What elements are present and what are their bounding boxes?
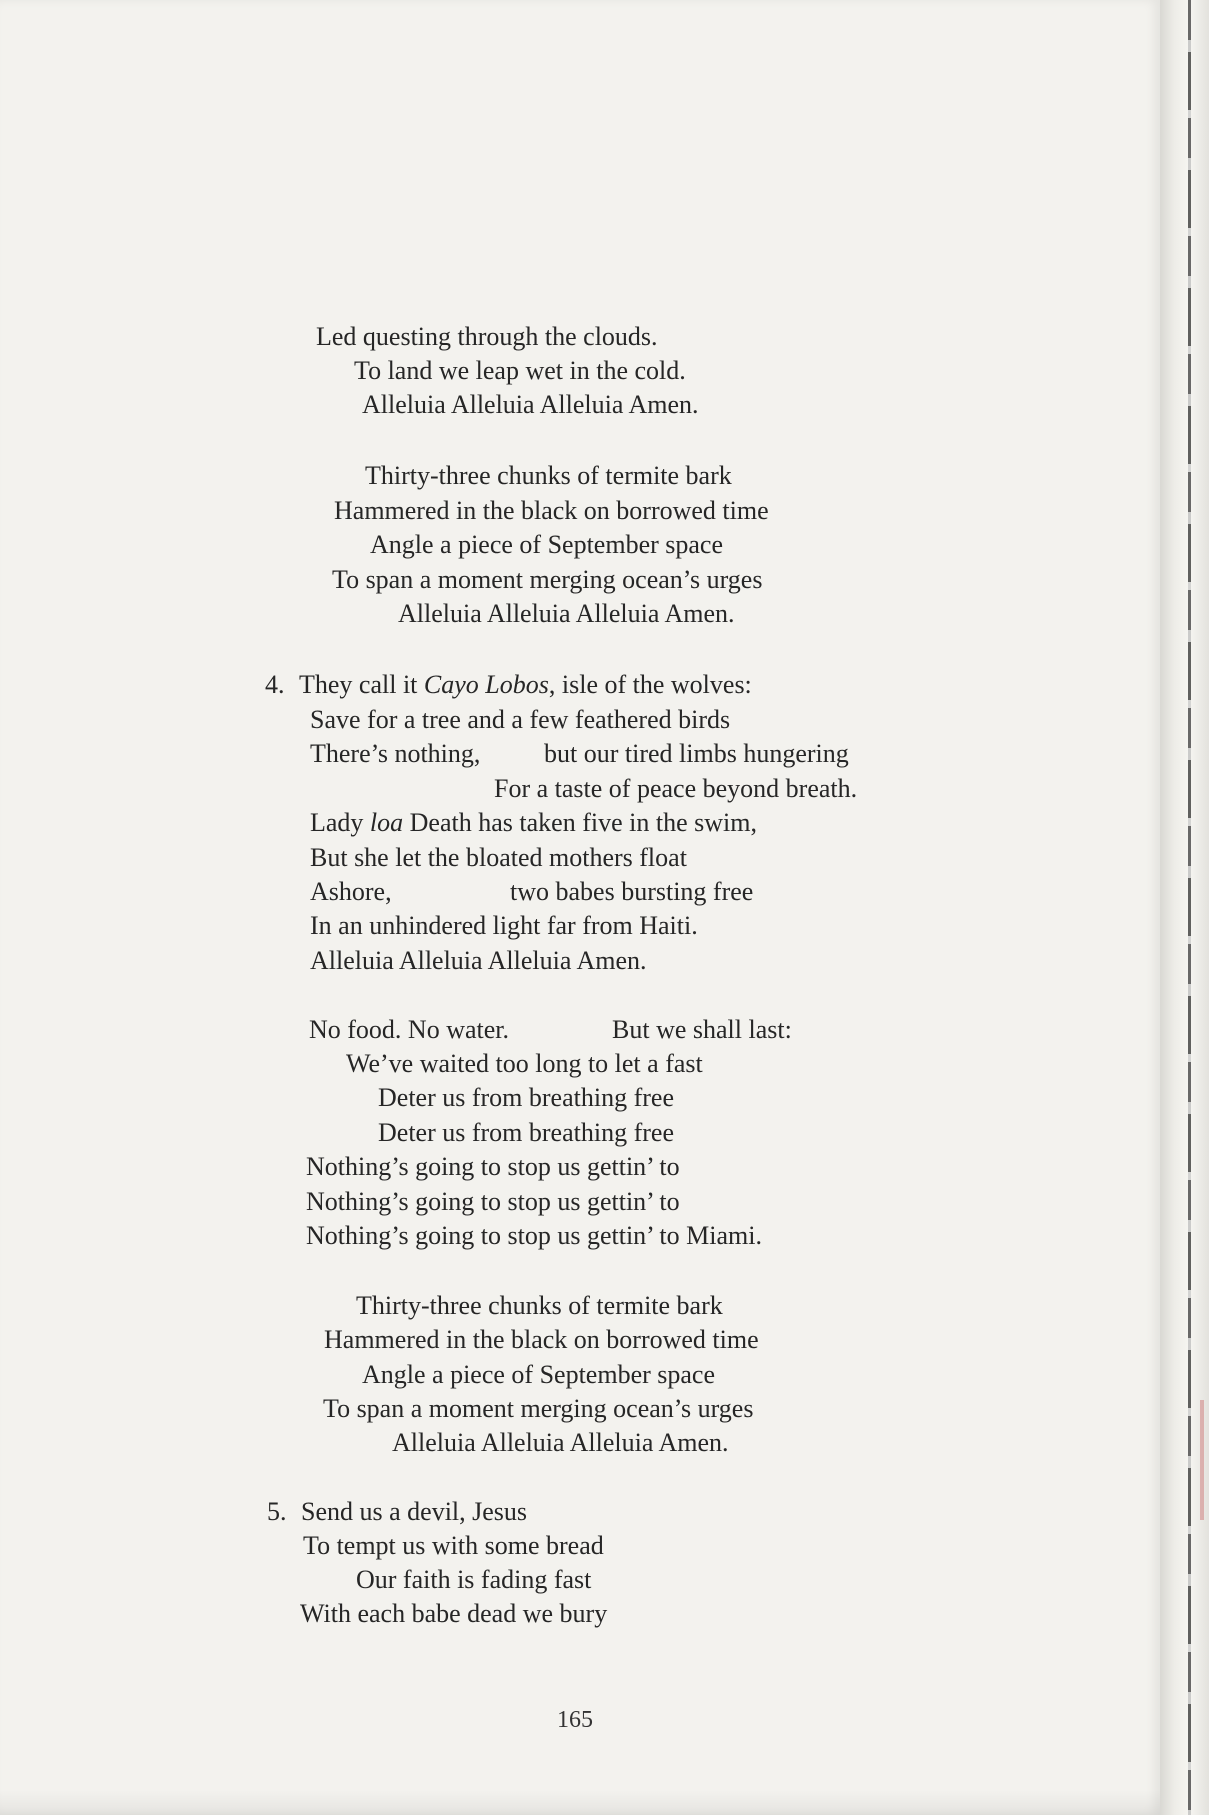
poem-line: Alleluia Alleluia Alleluia Amen. xyxy=(310,946,647,975)
poem-line: In an unhindered light far from Haiti. xyxy=(310,911,698,940)
poem-line: Alleluia Alleluia Alleluia Amen. xyxy=(398,599,735,628)
poem-line: Send us a devil, Jesus xyxy=(301,1497,528,1526)
poem-line: Thirty-three chunks of termite bark xyxy=(356,1291,723,1320)
poem-line: To span a moment merging ocean’s urges xyxy=(323,1394,754,1423)
page-bottom-shadow xyxy=(0,1790,1160,1815)
poem-line: To tempt us with some bread xyxy=(303,1531,604,1560)
page-number: 165 xyxy=(557,1707,593,1733)
poem-line: Angle a piece of September space xyxy=(362,1360,716,1389)
poem-line: For a taste of peace beyond breath. xyxy=(494,774,858,803)
poem-line: Our faith is fading fast xyxy=(356,1565,592,1594)
poem-line: Nothing’s going to stop us gettin’ to xyxy=(306,1187,680,1216)
poem-line: two babes bursting free xyxy=(510,877,754,906)
section-number: 4. xyxy=(265,670,285,699)
poem-line: but our tired limbs hungering xyxy=(544,739,849,768)
italic-word: loa xyxy=(369,808,404,837)
poem-line: To span a moment merging ocean’s urges xyxy=(332,565,763,594)
poem-line: Alleluia Alleluia Alleluia Amen. xyxy=(392,1428,729,1457)
page-edge-stripe xyxy=(1188,0,1191,1815)
poem-line: Save for a tree and a few feathered birds xyxy=(310,705,731,734)
poem-line: But she let the bloated mothers float xyxy=(310,843,687,872)
poem-line: Nothing’s going to stop us gettin’ to xyxy=(306,1152,680,1181)
poem-line: No food. No water. xyxy=(309,1015,510,1044)
poem-line: Deter us from breathing free xyxy=(378,1118,674,1147)
poem-line: Lady loa Death has taken five in the swim, xyxy=(310,808,757,837)
section-number: 5. xyxy=(267,1497,287,1526)
poem-line: Nothing’s going to stop us gettin’ to Miami. xyxy=(306,1221,762,1250)
poem-line: With each babe dead we bury xyxy=(300,1599,608,1628)
poem-line: Hammered in the black on borrowed time xyxy=(334,496,769,525)
poem-line: Thirty-three chunks of termite bark xyxy=(365,461,732,490)
poem-line: Angle a piece of September space xyxy=(370,530,724,559)
poem-line: Led questing through the clouds. xyxy=(316,322,658,351)
poem-line: We’ve waited too long to let a fast xyxy=(346,1049,703,1078)
poem-line: Alleluia Alleluia Alleluia Amen. xyxy=(362,390,699,419)
poem-line: But we shall last: xyxy=(612,1015,792,1044)
poem-line: There’s nothing, xyxy=(310,739,481,768)
poem-line: Deter us from breathing free xyxy=(378,1083,674,1112)
italic-place-name: Cayo Lobos xyxy=(423,670,549,699)
page-edge xyxy=(1160,0,1209,1815)
page-edge-red-mark xyxy=(1200,1400,1204,1520)
poem-line: To land we leap wet in the cold. xyxy=(354,356,686,385)
poem-line: Hammered in the black on borrowed time xyxy=(324,1325,759,1354)
poem-line: Ashore, xyxy=(310,877,392,906)
poem-line: They call it Cayo Lobos, isle of the wolves: xyxy=(299,670,752,699)
